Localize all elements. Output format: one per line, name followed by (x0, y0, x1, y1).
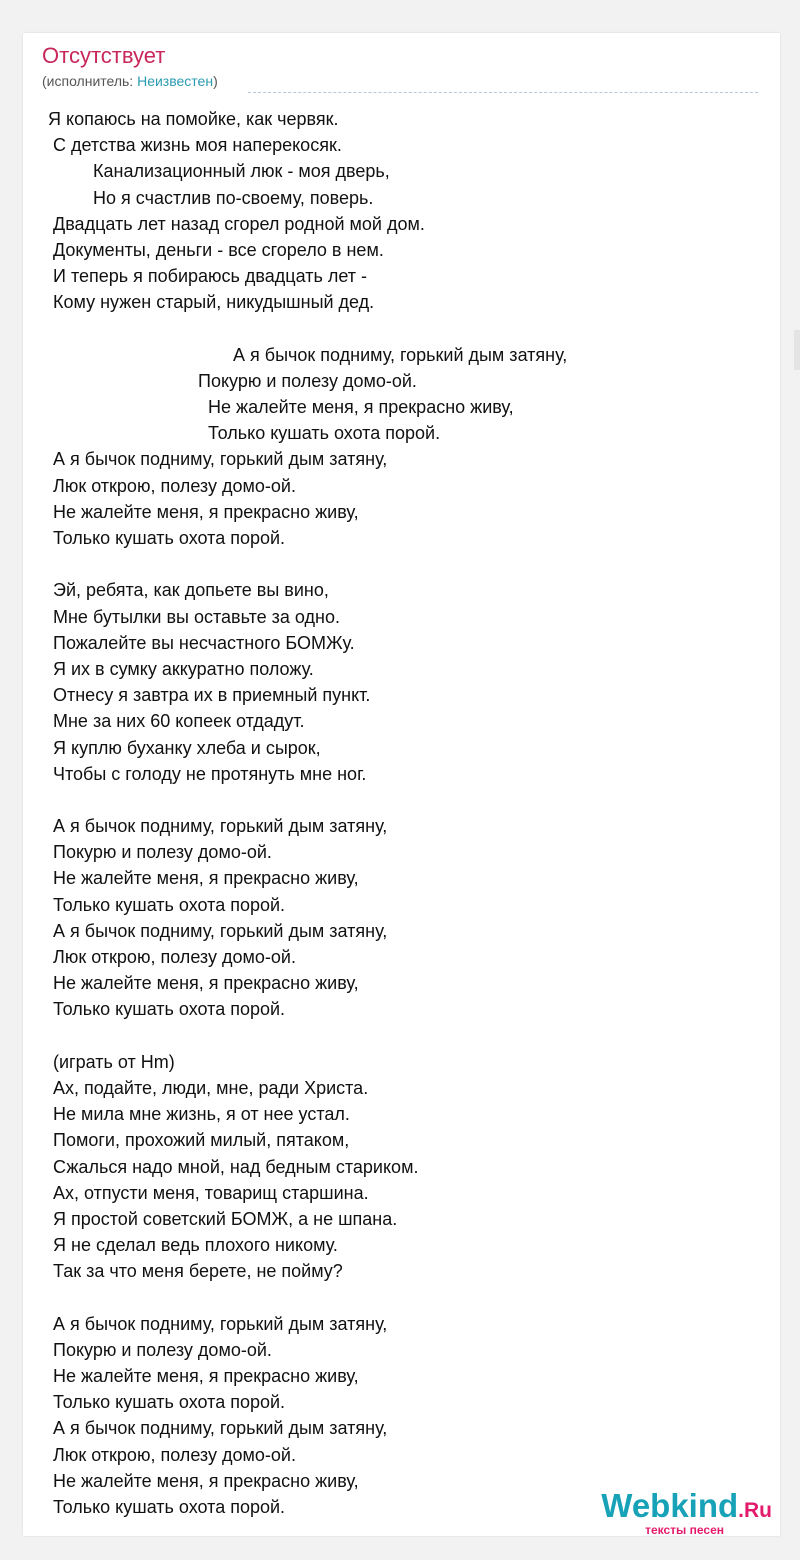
lyric-line: Эй, ребята, как допьете вы вино, (48, 580, 329, 601)
artist-line (42, 72, 218, 90)
lyric-line: Только кушать охота порой. (48, 528, 286, 548)
lyric-line: Чтобы с голоду не протянуть мне ног. (48, 763, 367, 784)
lyric-line (48, 1023, 768, 1049)
scrollbar[interactable] (794, 330, 800, 370)
song-title: Отсутствует (42, 43, 166, 68)
lyric-line: Не жалейте меня, я прекрасно живу, (48, 973, 359, 994)
lyric-line: Не жалейте меня, я прекрасно живу, (48, 1470, 359, 1491)
lyric-line: Двадцать лет назад сгорел родной мой дом. (48, 213, 425, 234)
lyric-line: Только кушать охота порой. (48, 894, 286, 915)
lyric-line: И теперь я побираюсь двадцать лет - (48, 266, 367, 287)
artist-prefix: (исполнитель: (42, 73, 138, 89)
lyric-line: С детства жизнь моя наперекосяк. (48, 135, 342, 156)
lyric-line: А я бычок подниму, горький дым затяну, (48, 1313, 388, 1334)
lyric-line: Люк открою, полезу домо-ой. (48, 475, 296, 496)
lyric-line: Покурю и полезу домо-ой. (48, 1339, 272, 1360)
lyric-line: Ах, подайте, люди, мне, ради Христа. (48, 1077, 369, 1098)
lyric-line: Так за что меня берете, не пойму? (48, 1261, 343, 1282)
lyric-line: Я не сделал ведь плохого никому. (48, 1235, 338, 1256)
lyric-line: Документы, деньги - все сгорело в нем. (48, 239, 384, 260)
artist-suffix: ) (213, 73, 218, 89)
lyric-line (48, 551, 768, 577)
lyric-line: Только кушать охота порой. (48, 1496, 286, 1517)
lyric-line: Не жалейте меня, я прекрасно живу, (48, 501, 359, 522)
lyric-line: Только кушать охота порой. (48, 423, 441, 444)
lyric-line: Канализационный люк - моя дверь, (48, 161, 390, 182)
lyric-line: Я копаюсь на помойке, как червяк. (48, 109, 339, 129)
lyric-line: Пожалейте вы несчастного БОМЖу. (48, 632, 355, 653)
lyric-line (48, 787, 768, 813)
lyric-line: Я простой советский БОМЖ, а не шпана. (48, 1208, 398, 1229)
lyric-line: Сжалься надо мной, над бедным стариком. (48, 1156, 419, 1177)
lyric-line: Люк открою, полезу домо-ой. (48, 1444, 296, 1465)
lyric-line: Не жалейте меня, я прекрасно живу, (48, 397, 514, 418)
lyric-line (48, 316, 768, 342)
lyric-line (48, 1284, 768, 1310)
header-divider (248, 92, 758, 93)
lyric-line: Люк открою, полезу домо-ой. (48, 947, 296, 967)
lyric-line: А я бычок подниму, горький дым затяну, (48, 1418, 388, 1439)
lyric-line: Я куплю буханку хлеба и сырок, (48, 737, 321, 758)
lyric-line: Покурю и полезу домо-ой. (48, 370, 417, 391)
lyric-line: Только кушать охота порой. (48, 1392, 286, 1413)
lyric-line: Не жалейте меня, я прекрасно живу, (48, 1366, 359, 1386)
lyric-line: Не мила мне жизнь, я от нее устал. (48, 1104, 350, 1125)
lyric-line: А я бычок подниму, горький дым затяну, (48, 920, 388, 941)
lyric-line: Мне за них 60 копеек отдадут. (48, 711, 305, 732)
lyric-line: Но я счастлив по-своему, поверь. (48, 187, 374, 208)
lyric-line: Помоги, прохожий милый, пятаком, (48, 1130, 350, 1151)
site-logo[interactable] (601, 1489, 772, 1536)
lyric-line: Не жалейте меня, я прекрасно живу, (48, 868, 359, 889)
lyric-line: Только кушать охота порой. (48, 999, 286, 1020)
lyrics-block (48, 106, 768, 1520)
lyric-line: А я бычок подниму, горький дым затяну, (48, 449, 388, 470)
lyric-line: Покурю и полезу домо-ой. (48, 842, 272, 863)
logo-subtitle: тексты песен (645, 1523, 724, 1537)
logo-main-text: Webkind (601, 1487, 739, 1524)
artist-link[interactable]: Неизвестен (137, 73, 214, 89)
lyric-line: Кому нужен старый, никудышный дед. (48, 292, 375, 313)
lyric-line: Мне бутылки вы оставьте за одно. (48, 606, 340, 627)
lyric-line: А я бычок подниму, горький дым затяну, (48, 344, 568, 365)
lyric-line: Ах, отпусти меня, товарищ старшина. (48, 1182, 369, 1203)
lyric-line: А я бычок подниму, горький дым затяну, (48, 816, 388, 837)
logo-tld: .Ru (738, 1499, 772, 1522)
lyric-line: Я их в сумку аккуратно положу. (48, 658, 314, 679)
lyric-line: (играть от Hm) (48, 1051, 175, 1072)
lyric-line: Отнесу я завтра их в приемный пункт. (48, 685, 371, 706)
